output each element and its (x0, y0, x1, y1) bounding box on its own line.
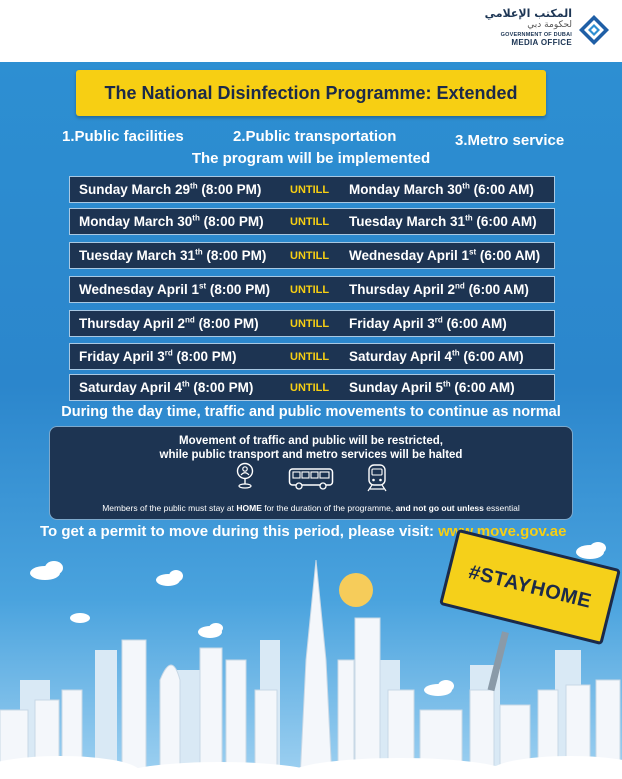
schedule-to: Tuesday March 31th (6:00 AM) (349, 213, 537, 229)
logo-text (485, 8, 572, 47)
logo-english-line1: GOVERNMENT OF DUBAI (500, 32, 572, 38)
schedule-from: Sunday March 29th (8:00 PM) (79, 181, 262, 197)
schedule-to: Monday March 30th (6:00 AM) (349, 181, 534, 197)
stay-home-note (50, 503, 572, 513)
until-label: UNTILL (290, 183, 330, 196)
until-label: UNTILL (290, 249, 330, 262)
schedule-row (69, 208, 555, 235)
schedule-row (69, 374, 555, 401)
logo-arabic-line2: لحكومة دبي (527, 20, 572, 30)
schedule-to: Friday April 3rd (6:00 AM) (349, 315, 507, 331)
stay-note-suffix: essential (483, 503, 520, 513)
bus-icon (288, 467, 334, 491)
until-label: UNTILL (290, 350, 330, 363)
schedule-to: Sunday April 5th (6:00 AM) (349, 379, 515, 395)
person-pin-icon (236, 462, 254, 490)
stay-note-prefix: Members of the public must stay at (102, 503, 237, 513)
media-office-logo-icon (578, 14, 610, 46)
implemented-text: The program will be implemented (191, 150, 431, 167)
schedule-row (69, 343, 555, 370)
stay-note-bold: and not go out unless (395, 503, 484, 513)
schedule-row (69, 176, 555, 203)
schedule-from: Tuesday March 31th (8:00 PM) (79, 247, 267, 263)
until-label: UNTILL (290, 317, 330, 330)
sun-icon (339, 573, 373, 607)
logo-arabic-line1: المكتب الإعلامي (484, 7, 572, 20)
logo-english-line2: MEDIA OFFICE (511, 38, 572, 47)
until-label: UNTILL (290, 215, 330, 228)
stay-note-home: HOME (236, 503, 262, 513)
schedule-to: Wednesday April 1st (6:00 AM) (349, 247, 541, 263)
schedule-row (69, 242, 555, 269)
permit-link[interactable]: www.move.gov.ae (438, 523, 567, 540)
until-label: UNTILL (290, 283, 330, 296)
facility-public-facilities: 1.Public facilities (62, 128, 184, 145)
facility-public-transportation: 2.Public transportation (233, 128, 397, 145)
stay-note-middle: for the duration of the programme, (261, 503, 396, 513)
schedule-to: Saturday April 4th (6:00 AM) (349, 348, 524, 364)
restriction-line-2: while public transport and metro services will be halted (159, 449, 463, 461)
schedule-from: Saturday April 4th (8:00 PM) (79, 379, 254, 395)
until-label: UNTILL (290, 381, 330, 394)
schedule-row (69, 276, 555, 303)
permit-label: To get a permit to move during this period, please visit: (40, 523, 439, 540)
schedule-to: Thursday April 2nd (6:00 AM) (349, 281, 529, 297)
stayhome-sign-text: #STAYHOME (466, 560, 594, 613)
page-title: The National Disinfection Programme: Extended (104, 82, 518, 103)
schedule-row (69, 310, 555, 337)
title-banner (76, 70, 546, 116)
restriction-line-1: Movement of traffic and public will be restricted, (179, 435, 443, 447)
schedule-from: Friday April 3rd (8:00 PM) (79, 348, 237, 364)
facility-metro-service: 3.Metro service (455, 132, 565, 149)
schedule-from: Thursday April 2nd (8:00 PM) (79, 315, 259, 331)
schedule-from: Monday March 30th (8:00 PM) (79, 213, 264, 229)
metro-icon (366, 463, 388, 493)
restriction-box (49, 426, 573, 520)
schedule-from: Wednesday April 1st (8:00 PM) (79, 281, 270, 297)
daytime-note: During the day time, traffic and public movements to continue as normal (61, 404, 561, 420)
header (0, 0, 622, 62)
